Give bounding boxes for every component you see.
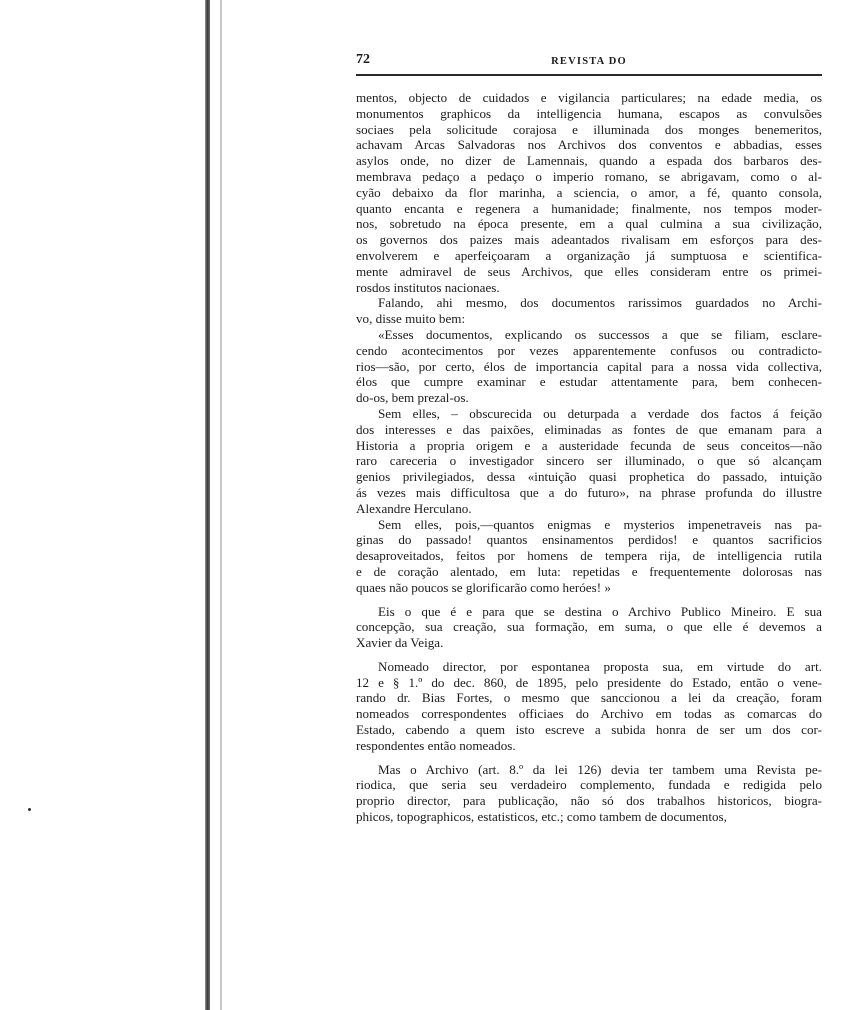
- text-line: mente admiravel de seus Archivos, que elles consideram entre os primei-: [356, 263, 822, 279]
- text-line: dos interesses e das paixões, eliminadas as fontes de que emanam para a: [356, 421, 822, 437]
- text-line: genios privilegiados, dessa «intuição quasi prophetica do passado, intuição: [356, 469, 822, 485]
- paragraph-gap: [356, 651, 822, 659]
- text-line: nomeados correspondentes officiaes do Archivo em todas as comarcas do: [356, 706, 822, 722]
- text-line: rando dr. Bias Fortes, o mesmo que sanccionou a lei da creação, foram: [356, 690, 822, 706]
- running-title: REVISTA DO: [551, 56, 627, 67]
- text-line: proprio director, para publicação, não só dos trabalhos historicos, biogra-: [356, 793, 822, 809]
- text-line: rios—são, por certo, élos de importancia capital para a nossa vida collectiva,: [356, 358, 822, 374]
- text-line: respondentes então nomeados.: [356, 737, 516, 753]
- text-line: ginas do passado! quantos ensinamentos perdidos! e quantos sacrificios: [356, 532, 822, 548]
- text-line: cyão debaixo da flor marinha, a sciencia, o amor, a fé, quanto consola,: [356, 184, 822, 200]
- text-line: Estado, cabendo a quem isto escreve a subida honra de ser um dos cor-: [356, 722, 822, 738]
- text-line: os governos dos paizes mais adeantados rivalisam em esforços para des-: [356, 232, 822, 248]
- text-line: achavam Arcas Salvadoras nos Archivos dos conventos e abbadias, esses: [356, 137, 822, 153]
- paragraph: [356, 406, 822, 517]
- text-line: quaes não poucos se glorificarão como heróes! »: [356, 579, 611, 595]
- text-line: Sem elles, – obscurecida ou deturpada a verdade dos factos á feição: [378, 405, 822, 421]
- book-binding-edge: [220, 0, 222, 1010]
- text-line: Xavier da Veiga.: [356, 635, 444, 651]
- text-line: Nomeado director, por espontanea proposta sua, em virtude do art.: [378, 658, 822, 674]
- paragraph-gap: [356, 754, 822, 762]
- text-line: nos, sobretudo na época presente, em a qual culmina a sua civilização,: [356, 216, 822, 232]
- text-line: desaproveitados, feitos por homens de tempera rija, de intelligencia rutila: [356, 548, 822, 564]
- paragraph: [356, 762, 822, 825]
- paragraph: [356, 90, 822, 295]
- text-line: quanto encanta e regenera a humanidade; finalmente, nos tempos moder-: [356, 200, 822, 216]
- text-line: membrava pedaço a pedaço o imperio romano, se abrigavam, como o al-: [356, 168, 822, 184]
- text-line: cendo acontecimentos por vezes apparentemente confusos ou contradicto-: [356, 342, 822, 358]
- text-line: riodica, que seria seu verdadeiro complemento, fundada e redigida pelo: [356, 777, 822, 793]
- text-line: Historia a propria origem e a austeridade fecunda de seus conceitos—não: [356, 437, 822, 453]
- text-line: raro careceria o investigador sincero ser illuminado, o que só alcançam: [356, 453, 822, 469]
- text-line: Mas o Archivo (art. 8.º da lei 126) devia ter tambem uma Revista pe-: [378, 761, 822, 777]
- text-line: rosdos institutos nacionaes.: [356, 279, 500, 295]
- book-binding-shadow: [205, 0, 210, 1010]
- page-body: [356, 90, 822, 825]
- text-line: concepção, sua creação, sua formação, em suma, o que elle é devemos a: [356, 619, 822, 635]
- scan-speck: [28, 808, 31, 811]
- text-line: do-os, bem prezal-os.: [356, 390, 469, 406]
- text-line: «Esses documentos, explicando os successos a que se filiam, esclare-: [378, 326, 822, 342]
- text-line: Alexandre Herculano.: [356, 500, 472, 516]
- text-line: Eis o que é e para que se destina o Archivo Publico Mineiro. E sua: [378, 603, 822, 619]
- paragraph-gap: [356, 596, 822, 604]
- text-line: envolverem e aperfeiçoaram a organização já sumptuosa e scientifica-: [356, 247, 822, 263]
- page-header: [356, 48, 822, 70]
- text-line: ás vezes mais difficultosa que a do futuro», na phrase profunda do illustre: [356, 484, 822, 500]
- paragraph: [356, 295, 822, 327]
- paragraph: [356, 659, 822, 754]
- text-line: sociaes pela solicitude corajosa e illuminada dos monges benemeritos,: [356, 121, 822, 137]
- text-line: Sem elles, pois,—quantos enigmas e mysterios impenetraveis nas pa-: [378, 516, 822, 532]
- paragraph: [356, 517, 822, 596]
- text-line: monumentos graphicos da intelligencia humana, escapos as convulsões: [356, 105, 822, 121]
- text-line: vo, disse muito bem:: [356, 311, 466, 327]
- text-line: phicos, topographicos, estatisticos, etc.; como tambem de documentos,: [356, 809, 727, 825]
- text-line: e de coração alentado, em luta: repetidas e frequentemente dolorosas nas: [356, 563, 822, 579]
- text-line: Falando, ahi mesmo, dos documentos rarissimos guardados no Archi-: [378, 295, 822, 311]
- paragraph: [356, 327, 822, 406]
- header-rule: [356, 74, 822, 76]
- text-line: 12 e § 1.º do dec. 860, de 1895, pelo presidente do Estado, então o vene-: [356, 674, 822, 690]
- page-number: 72: [356, 52, 370, 67]
- left-gutter: [0, 0, 230, 1010]
- paragraph: [356, 604, 822, 651]
- document-page: [356, 48, 822, 825]
- text-line: mentos, objecto de cuidados e vigilancia particulares; na edade media, os: [356, 90, 822, 105]
- text-line: asylos onde, no dizer de Lamennais, quando a espada dos barbaros des-: [356, 153, 822, 169]
- text-line: élos que cumpre examinar e estudar attentamente para, bem conhecen-: [356, 374, 822, 390]
